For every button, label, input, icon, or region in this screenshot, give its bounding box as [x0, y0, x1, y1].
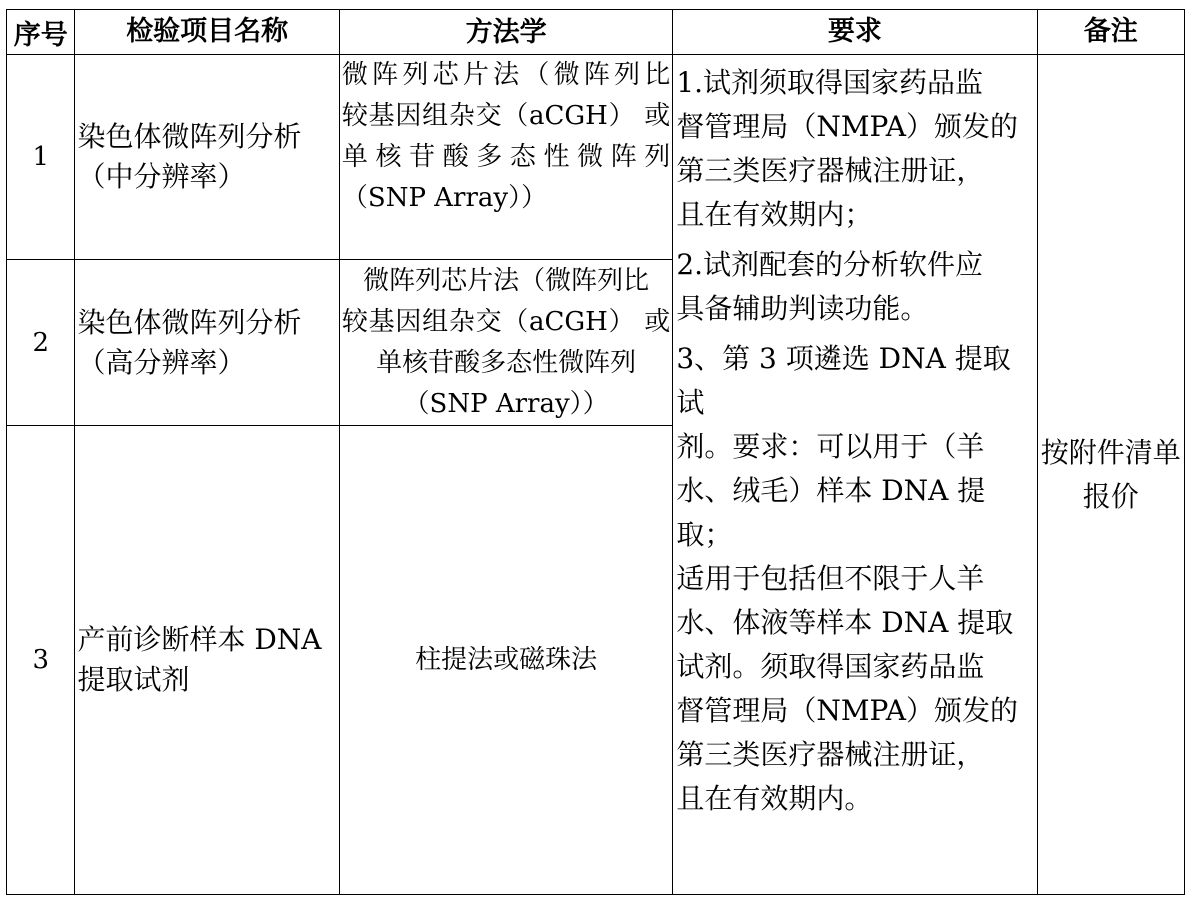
header-method: 方法学	[339, 10, 672, 55]
item-name-line: （中分辨率）	[77, 160, 246, 193]
note-line: 报价	[1082, 479, 1139, 513]
row-number: 3	[7, 426, 75, 895]
requirement-line: 3、第 3 项遴选 DNA 提取试	[676, 342, 1011, 419]
requirement-line: 第三类医疗器械注册证，	[676, 154, 985, 187]
requirement-line: 且在有效期内；	[676, 198, 873, 231]
method-line: 微阵列芯片法（微阵列比	[363, 265, 650, 296]
item-name-line: 产前诊断样本 DNA	[77, 623, 322, 656]
requirement-line: 水、绒毛）样本 DNA 提取；	[676, 474, 986, 551]
requirement-line: 适用于包括但不限于人羊	[676, 562, 985, 595]
requirement-line: 试剂。须取得国家药品监	[676, 650, 985, 683]
item-name-cell	[75, 260, 339, 426]
requirement-paragraph-3	[676, 337, 1034, 821]
item-name-line: 提取试剂	[77, 663, 190, 696]
requirement-line: 且在有效期内。	[676, 782, 873, 815]
note-line: 按附件清单	[1040, 435, 1181, 469]
requirement-cell	[673, 55, 1037, 895]
item-name-line: （高分辨率）	[77, 345, 246, 379]
procurement-table	[6, 9, 1185, 895]
item-name-cell	[75, 55, 339, 260]
note-cell	[1037, 55, 1184, 895]
requirement-line: 1.试剂须取得国家药品监	[676, 66, 984, 99]
item-name-line: 染色体微阵列分析	[77, 120, 302, 153]
requirement-paragraph-2	[676, 243, 1034, 331]
method-line: 较基因组杂交（aCGH） 或	[341, 101, 671, 131]
table-row	[7, 55, 1185, 260]
method-line: 柱提法或磁珠法	[415, 644, 598, 675]
method-line: 微阵列芯片法（微阵列比	[341, 60, 671, 90]
requirement-line: 具备辅助判读功能。	[676, 292, 929, 325]
method-line: 单核苷酸多态性微阵列	[376, 347, 637, 378]
requirement-line: 剂。要求：可以用于（羊	[676, 430, 985, 463]
method-line: 较基因组杂交（aCGH） 或	[341, 306, 671, 337]
row-number: 2	[7, 260, 75, 426]
requirement-line: 水、体液等样本 DNA 提取	[676, 606, 1014, 639]
header-no: 序号	[7, 10, 75, 55]
method-line: （SNP Array））	[403, 388, 609, 419]
item-name-cell	[75, 426, 339, 895]
requirement-line: 督管理局（NMPA）颁发的	[676, 694, 1018, 727]
method-line: （SNP Array））	[341, 183, 548, 213]
method-cell	[339, 55, 672, 260]
requirement-line: 第三类医疗器械注册证，	[676, 738, 985, 771]
row-number: 1	[7, 55, 75, 260]
header-requirement: 要求	[673, 10, 1037, 55]
requirement-line: 2.试剂配套的分析软件应	[676, 248, 984, 281]
header-item-name: 检验项目名称	[75, 10, 339, 55]
header-note: 备注	[1037, 10, 1184, 55]
header-row	[7, 10, 1185, 55]
requirement-line: 督管理局（NMPA）颁发的	[676, 110, 1018, 143]
item-name-line: 染色体微阵列分析	[77, 305, 302, 339]
method-line: 单核苷酸多态性微阵列	[341, 142, 671, 172]
method-cell	[339, 426, 672, 895]
method-cell	[339, 260, 672, 426]
requirement-paragraph-1	[676, 61, 1034, 237]
